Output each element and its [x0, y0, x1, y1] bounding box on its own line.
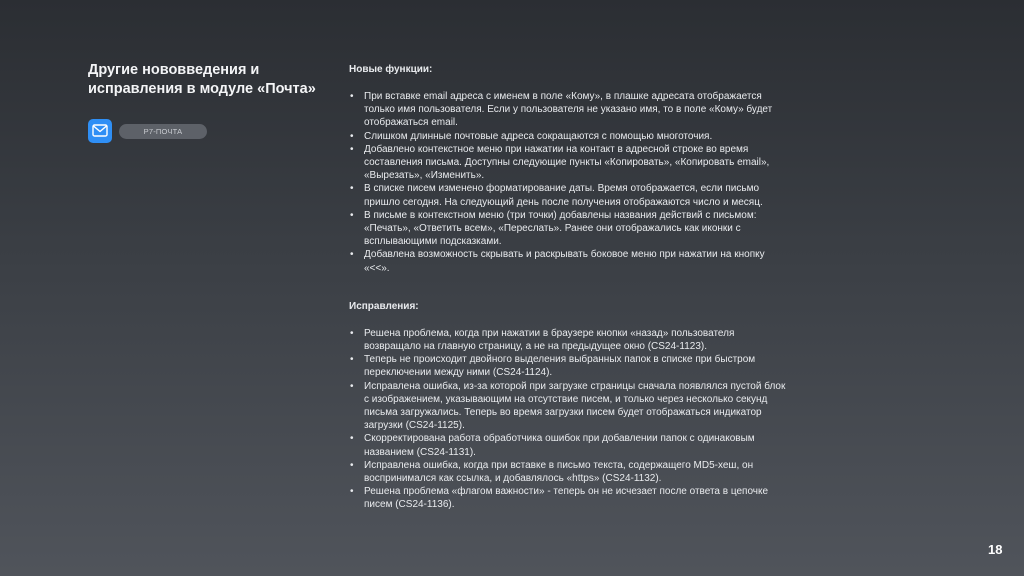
new-features-list — [349, 90, 789, 275]
list-item: • Исправлена ошибка, из-за которой при загрузке страницы сначала появлялся пустой блок с изображением, указывающим на отсутствие писем, и только через несколько секунд письма загружались. Теперь во время загрузки писем будет отображаться индикатор загрузки (CS24-1125). — [349, 380, 789, 433]
slide-content — [349, 63, 789, 512]
list-item: • Теперь не происходит двойного выделения выбранных папок в списке при быстром переключении между ними (CS24-1124). — [349, 353, 789, 379]
list-item: • В письме в контекстном меню (три точки) добавлены названия действий с письмом: «Печать», «Ответить всем», «Переслать». Ранее они отображались как иконки с всплывающими подсказками. — [349, 209, 789, 249]
slide-title: Другие нововведения и исправления в модуле «Почта» — [88, 62, 316, 97]
mail-icon — [88, 119, 112, 143]
list-item: • Исправлена ошибка, когда при вставке в письмо текста, содержащего MD5-хеш, он воспринимался как ссылка, и добавлялось «https» (CS24-1132). — [349, 459, 789, 485]
list-item: • При вставке email адреса с именем в поле «Кому», в плашке адресата отображается только имя пользователя. Если у пользователя не указано имя, то в поле «Кому» будет отображаться email. — [349, 90, 789, 130]
list-item: • Слишком длинные почтовые адреса сокращаются с помощью многоточия. — [349, 130, 789, 143]
list-item: • В списке писем изменено форматирование даты. Время отображается, если письмо пришло сегодня. На следующий день после получения отображаются число и месяц. — [349, 182, 789, 208]
list-item: • Добавлено контекстное меню при нажатии на контакт в адресной строке во время составления письма. Доступны следующие пункты «Копировать», «Копировать email», «Вырезать», «Изменить». — [349, 143, 789, 183]
fixes-heading: Исправления: — [349, 300, 419, 312]
list-item: • Скорректирована работа обработчика ошибок при добавлении папок с одинаковым названием (CS24-1131). — [349, 432, 789, 458]
list-item: • Решена проблема «флагом важности» - теперь он не исчезает после ответа в цепочке писем (CS24-1136). — [349, 485, 789, 511]
new-features-heading: Новые функции: — [349, 64, 433, 75]
module-tag: Р7-ПОЧТА — [119, 124, 207, 139]
list-item: • Добавлена возможность скрывать и раскрывать боковое меню при нажатии на кнопку «<<». — [349, 248, 789, 274]
list-item: • Решена проблема, когда при нажатии в браузере кнопки «назад» пользователя возвращало на главную страницу, а не на предыдущее окно (CS24-1123). — [349, 327, 789, 353]
fixes-list — [349, 327, 789, 512]
page-number: 18 — [988, 542, 1003, 557]
